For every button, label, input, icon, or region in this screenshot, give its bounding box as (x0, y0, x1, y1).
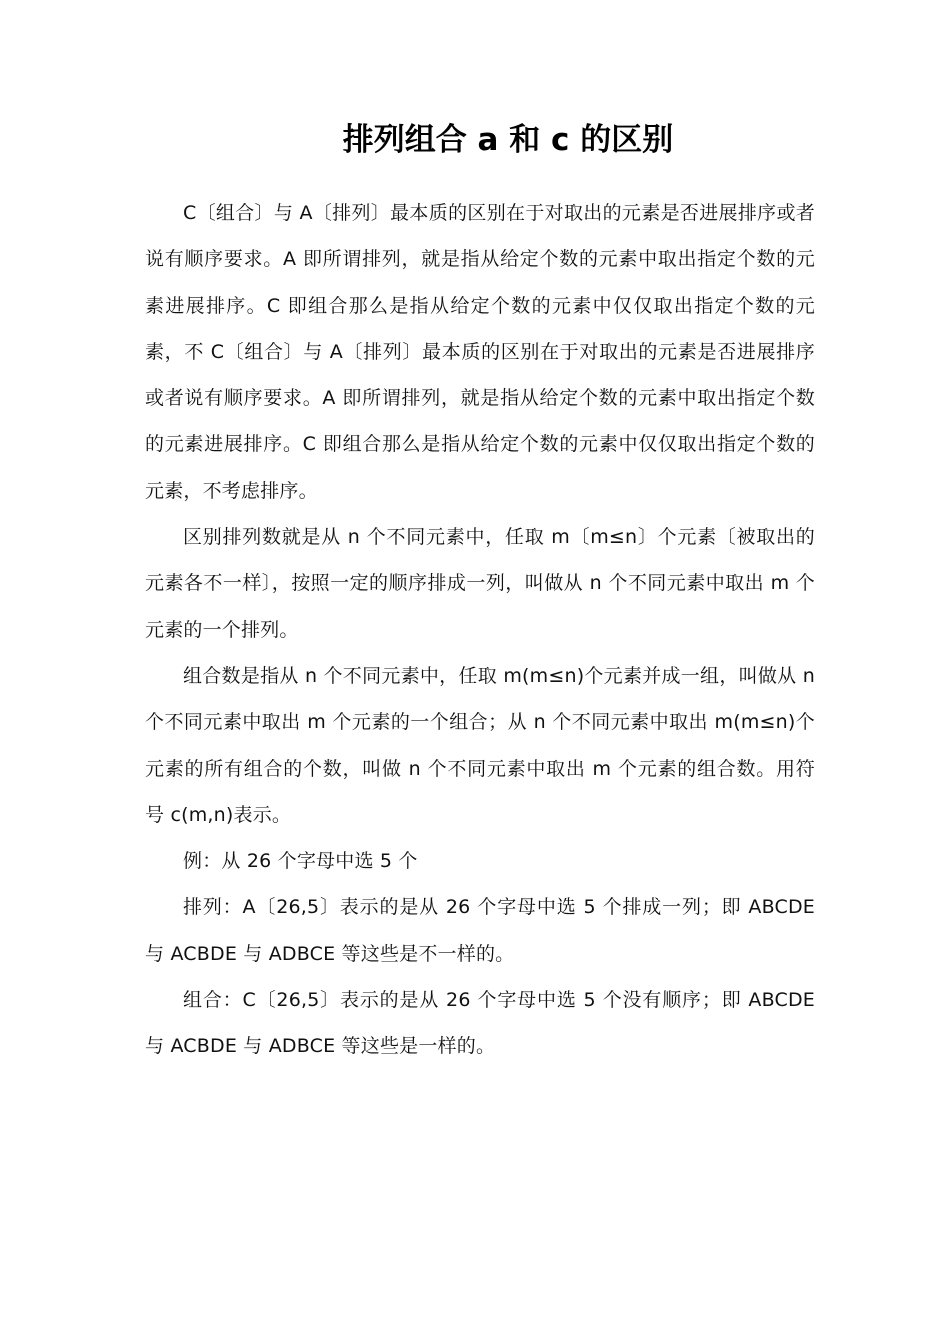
document-body (145, 190, 815, 1070)
paragraph-permutation-definition: 区别排列数就是从 n 个不同元素中，任取 m〔m≤n〕个元素〔被取出的元素各不一样〕，按照一定的顺序排成一列，叫做从 n 个不同元素中取出 m 个元素的一个排列。 (145, 526, 815, 641)
paragraph-example: 例：从 26 个字母中选 5 个 (183, 850, 418, 873)
paragraph-combination-definition: 组合数是指从 n 个不同元素中，任取 m(m≤n)个元素并成一组，叫做从 n 个不同元素中取出 m 个元素的一个组合；从 n 个不同元素中取出 m(m≤n)个元素的所有组合的个数，叫做 n 个不同元素中取出 m 个元素的组合数。用符号 c(m,n)表示。 (145, 664, 815, 826)
paragraph-difference: C〔组合〕与 A〔排列〕最本质的区别在于对取出的元素是否进展排序或者说有顺序要求。A 即所谓排列，就是指从给定个数的元素中取出指定个数的元素进展排序。C 即组合那么是指从给定个数的元素中仅仅取出指定个数的元素，不 C〔组合〕与 A〔排列〕最本质的区别在于对取出的元素是否进展排序或者说有顺序要求。A 即所谓排列，就是指从给定个数的元素中取出指定个数的元素进展排序。C 即组合那么是指从给定个数的元素中仅仅取出指定个数的元素，不考虑排序。 (145, 202, 815, 502)
paragraph-combination-example: 组合：C〔26,5〕表示的是从 26 个字母中选 5 个没有顺序；即 ABCDE 与 ACBDE 与 ADBCE 等这些是一样的。 (145, 989, 815, 1058)
paragraph-permutation-example: 排列：A〔26,5〕表示的是从 26 个字母中选 5 个排成一列；即 ABCDE 与 ACBDE 与 ADBCE 等这些是不一样的。 (145, 896, 815, 965)
document-title: 排列组合 a 和 c 的区别 (342, 122, 674, 158)
